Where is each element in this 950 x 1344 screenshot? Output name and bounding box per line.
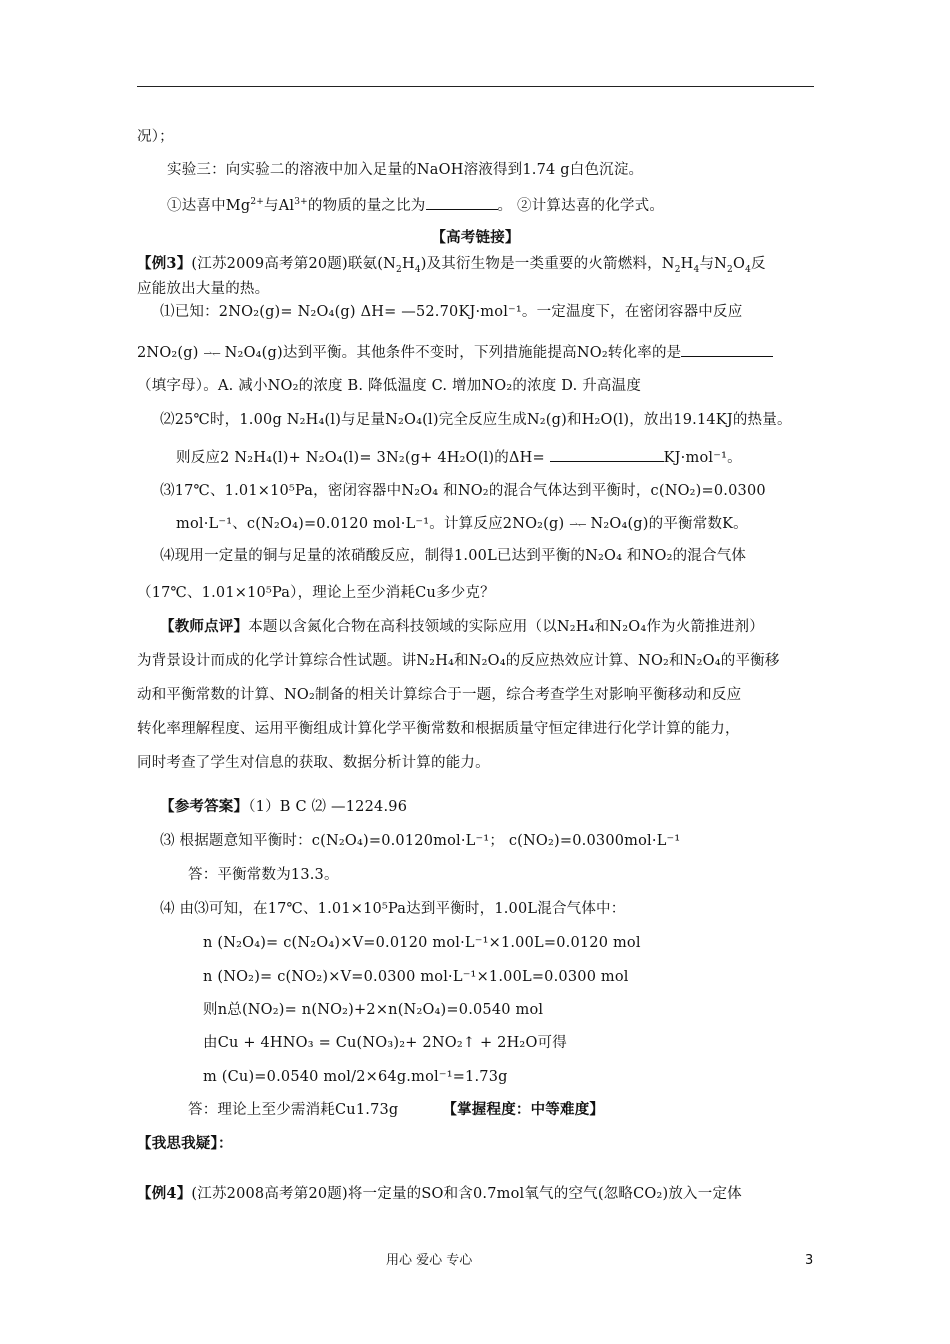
text-line: ⑴已知：2NO₂(g)= N₂O₄(g) ΔH= —52.70KJ·mol⁻¹。一定温度下，在密闭容器中反应 <box>160 304 743 320</box>
footer-motto: 用心 爱心 专心 <box>386 1253 473 1268</box>
text-line: ⑶ 根据题意知平衡时：c(N₂O₄)=0.0120mol·L⁻¹； c(NO₂)=0.0300mol·L⁻¹ <box>160 833 681 849</box>
text-line: mol·L⁻¹、c(N₂O₄)=0.0120 mol·L⁻¹。计算反应2NO₂(g) ⇀↽ N₂O₄(g)的平衡常数K。 <box>176 516 748 532</box>
text-line: 同时考查了学生对信息的获取、数据分析计算的能力。 <box>137 755 490 771</box>
text-line: 【参考答案】（1）B C ⑵ —1224.96 <box>160 798 408 815</box>
answer-blank <box>681 342 773 357</box>
text-line: 转化率理解程度、运用平衡组成计算化学平衡常数和根据质量守恒定律进行化学计算的能力， <box>137 721 740 737</box>
text-line: （填字母）。A. 减小NO₂的浓度 B. 降低温度 C. 增加NO₂的浓度 D. 升高温度 <box>137 378 642 394</box>
text-line: 则反应2 N₂H₄(l)+ N₂O₄(l)= 3N₂(g+ 4H₂O(l)的ΔH= KJ·mol⁻¹。 <box>176 447 742 467</box>
text-line: ⑷现用一定量的铜与足量的浓硝酸反应，制得1.00L已达到平衡的N₂O₄ 和NO₂的混合气体 <box>160 548 747 564</box>
text-line: 【教师点评】本题以含氮化合物在高科技领域的实际应用（以N₂H₄和N₂O₄作为火箭推进剂） <box>160 618 764 635</box>
text-line: 答：理论上至少需消耗Cu1.73g 【掌握程度：中等难度】 <box>188 1101 605 1118</box>
text-line: ⑷ 由⑶可知，在17℃、1.01×10⁵Pa达到平衡时，1.00L混合气体中： <box>160 901 626 917</box>
section-heading: 【我思我疑】： <box>137 1135 233 1152</box>
text-line: ⑵25℃时，1.00g N₂H₄(l)与足量N₂O₄(l)完全反应生成N₂(g)和H₂O(l)，放出19.14KJ的热量。 <box>160 412 792 428</box>
text-line: m (Cu)=0.0540 mol/2×64g.mol⁻¹=1.73g <box>203 1069 508 1085</box>
text-line: 由Cu + 4HNO₃ = Cu(NO₃)₂+ 2NO₂↑ + 2H₂O可得 <box>203 1035 567 1051</box>
text-line: ①达喜中$Mg^{2+}$与$Al^{3+}$的物质的量之比为 。 ②计算达喜的化学式。 <box>167 195 664 215</box>
text-line: 则n总(NO₂)= n(NO₂)+2×n(N₂O₄)=0.0540 mol <box>203 1002 544 1018</box>
text-line: 【例4】(江苏2008高考第20题)将一定量的SO和含0.7mol氧气的空气(忽略CO₂)放入一定体 <box>137 1185 742 1202</box>
equilibrium-arrow-icon: ⇀↽ <box>203 347 220 360</box>
text-line: 2NO₂(g) ⇀↽ N₂O₄(g)达到平衡。其他条件不变时，下列措施能提高NO₂转化率的是 <box>137 342 773 363</box>
page-number: 3 <box>805 1253 814 1268</box>
section-heading: 【高考链接】 <box>431 229 520 246</box>
text-line: ⑶17℃、1.01×10⁵Pa，密闭容器中N₂O₄ 和NO₂的混合气体达到平衡时，c(NO₂)=0.0300 <box>160 483 766 499</box>
answer-blank <box>426 195 498 210</box>
answer-blank <box>550 447 664 462</box>
text-line: 【例3】(江苏2009高考第20题)联氨$(N_2H_4)$及其衍生物是一类重要的火箭燃料，$N_2H_4$与$N_2O_4$反 <box>137 255 766 275</box>
text-line: n (N₂O₄)= c(N₂O₄)×V=0.0120 mol·L⁻¹×1.00L=0.0120 mol <box>203 935 641 951</box>
text-line: 应能放出大量的热。 <box>137 281 270 297</box>
text-line: n (NO₂)= c(NO₂)×V=0.0300 mol·L⁻¹×1.00L=0.0300 mol <box>203 969 629 985</box>
text-line: （17℃、1.01×10⁵Pa），理论上至少消耗Cu多少克？ <box>137 585 495 601</box>
text-line: 况）； <box>137 129 174 145</box>
text-line: 答：平衡常数为13.3。 <box>188 867 339 883</box>
text-line: 动和平衡常数的计算、NO₂制备的相关计算综合于一题，综合考查学生对影响平衡移动和反应 <box>137 687 742 703</box>
equilibrium-arrow-icon: ⇀↽ <box>569 518 586 531</box>
text-line: 实验三：向实验二的溶液中加入足量的NaOH溶液得到1.74 g白色沉淀。 <box>167 162 644 178</box>
header-rule <box>137 86 814 87</box>
text-line: 为背景设计而成的化学计算综合性试题。讲N₂H₄和N₂O₄的反应热效应计算、NO₂和N₂O₄的平衡移 <box>137 653 780 669</box>
